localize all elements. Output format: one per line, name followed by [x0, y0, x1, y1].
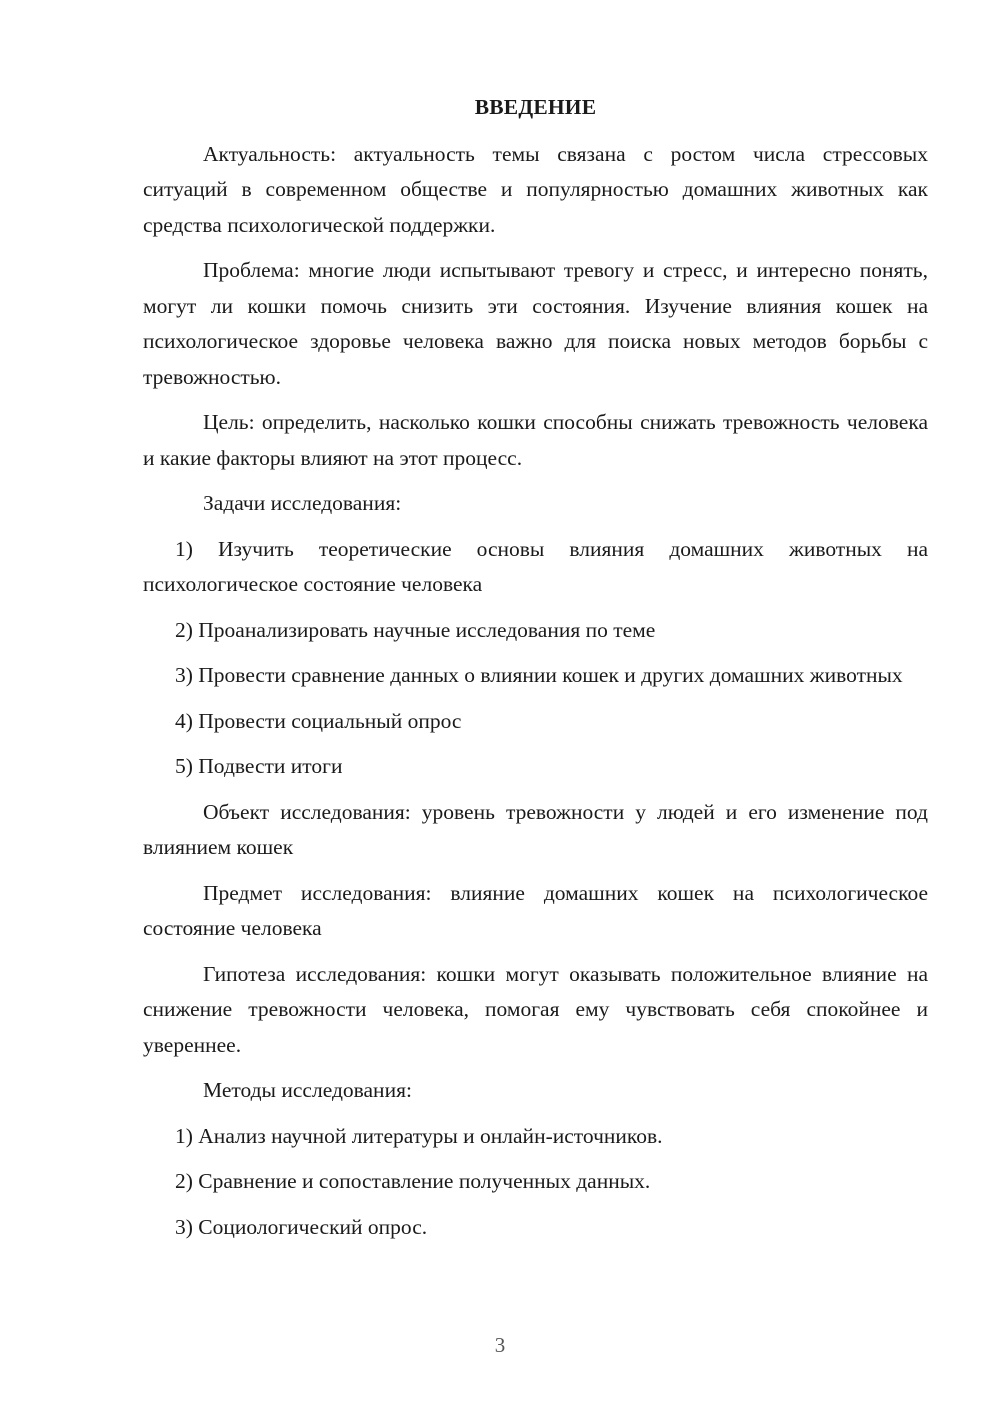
- list-item-method-2: 2) Сравнение и сопоставление полученных данных.: [175, 1169, 651, 1193]
- document-page: [143, 90, 928, 1255]
- list-item-task-3: 3) Провести сравнение данных о влиянии кошек и других домашних животных: [175, 663, 903, 687]
- paragraph-relevance: Актуальность: актуальность темы связана с ростом числа стрессовых ситуаций в современном обществе и популярностью домашних животных как средства психологической поддержки.: [143, 141, 928, 237]
- paragraph-methods-heading: Методы исследования:: [203, 1078, 412, 1102]
- paragraph-subject: Предмет исследования: влияние домашних кошек на психологическое состояние человека: [143, 880, 928, 940]
- list-item-method-1: 1) Анализ научной литературы и онлайн-источников.: [175, 1123, 663, 1148]
- paragraph-goal: Цель: определить, насколько кошки способны снижать тревожность человека и какие факторы влияют на этот процесс.: [143, 410, 928, 470]
- paragraph-tasks-heading: Задачи исследования:: [203, 491, 402, 515]
- list-item-task-4: 4) Провести социальный опрос: [175, 708, 462, 733]
- list-item-method-3: 3) Социологический опрос.: [175, 1214, 428, 1239]
- section-title: ВВЕДЕНИЕ: [474, 95, 597, 119]
- list-item-task-5: 5) Подвести итоги: [175, 754, 343, 778]
- page-number: 3: [494, 1333, 506, 1357]
- paragraph-problem: Проблема: многие люди испытывают тревогу и стресс, и интересно понять, могут ли кошки помочь снизить эти состояния. Изучение влияния кошек на психологическое здоровье человека важно для поиска новых методов борьбы с тревожностью.: [143, 258, 928, 389]
- paragraph-object: Объект исследования: уровень тревожности у людей и его изменение под влиянием кошек: [143, 799, 928, 859]
- paragraph-hypothesis: Гипотеза исследования: кошки могут оказывать положительное влияние на снижение тревожности человека, помогая ему чувствовать себя спокойнее и увереннее.: [143, 961, 928, 1057]
- list-item-task-1: 1) Изучить теоретические основы влияния домашних животных на психологическое состояние человека: [143, 536, 928, 596]
- list-item-task-2: 2) Проанализировать научные исследования по теме: [175, 617, 656, 642]
